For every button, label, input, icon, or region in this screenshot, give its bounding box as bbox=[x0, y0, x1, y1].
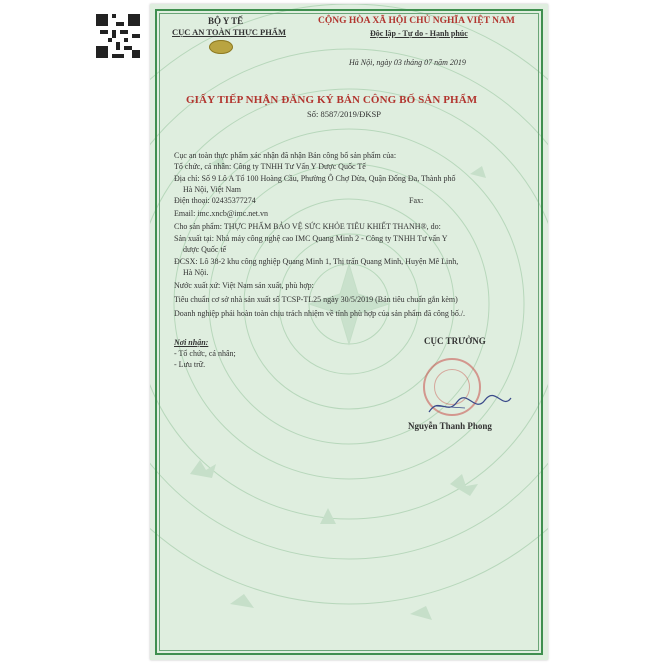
intro-line: Cục an toàn thực phẩm xác nhận đã nhận Bản công bố sản phẩm của: bbox=[174, 151, 397, 160]
responsibility-line: Doanh nghiệp phải hoàn toàn chịu trách nhiệm về tính phù hợp của sản phẩm đã công bố./. bbox=[174, 309, 466, 318]
factory-address-line-2: Hà Nội. bbox=[183, 268, 209, 277]
organization-line: Tổ chức, cá nhân: Công ty TNHH Tư Vấn Y Dược Quốc Tế bbox=[174, 162, 366, 171]
factory-address-line-1: ĐCSX: Lô 38-2 khu công nghiệp Quang Minh 1, Thị trấn Quang Minh, Huyện Mê Linh, bbox=[174, 257, 459, 266]
address-line-1: Địa chỉ: Số 9 Lô A Tổ 100 Hoàng Cầu, Phường Ô Chợ Dừa, Quận Đống Đa, Thành phố bbox=[174, 174, 456, 183]
address-line-2: Hà Nội, Việt Nam bbox=[183, 185, 242, 194]
product-line: Cho sản phẩm: THỰC PHẨM BẢO VỆ SỨC KHỎE TIÊU KHIẾT THANH®, do: bbox=[174, 222, 441, 231]
standard-line: Tiêu chuẩn cơ sở nhà sản xuất số TCSP-TL25 ngày 30/5/2019 (Bản tiêu chuẩn gắn kèm) bbox=[174, 295, 458, 304]
recipients-label: Nơi nhận: bbox=[174, 338, 209, 347]
handwritten-signature bbox=[425, 392, 515, 420]
qr-code bbox=[96, 14, 140, 58]
recipient-item: - Tổ chức, cá nhân; bbox=[174, 349, 236, 358]
document-title: GIẤY TIẾP NHẬN ĐĂNG KÝ BẢN CÔNG BỐ SẢN PHẨM bbox=[186, 94, 478, 106]
ministry-name: BỘ Y TẾ bbox=[208, 16, 244, 26]
document-number: Số: 8587/2019/ĐKSP bbox=[307, 109, 381, 119]
agency-name: CỤC AN TOÀN THỰC PHẨM bbox=[172, 27, 286, 37]
manufacturer-line-1: Sản xuất tại: Nhà máy công nghệ cao IMC Quang Minh 2 - Công ty TNHH Tư vấn Y bbox=[174, 234, 448, 243]
fax-line: Fax: bbox=[409, 196, 424, 205]
signer-title: CỤC TRƯỞNG bbox=[424, 336, 486, 346]
place-and-date: Hà Nội, ngày 03 tháng 07 năm 2019 bbox=[349, 58, 466, 67]
signer-name: Nguyễn Thanh Phong bbox=[408, 421, 492, 431]
national-motto: Độc lập - Tự do - Hạnh phúc bbox=[370, 29, 468, 38]
country-name: CỘNG HÒA XÃ HỘI CHỦ NGHĨA VIỆT NAM bbox=[318, 16, 515, 26]
origin-line: Nước xuất xứ: Việt Nam sản xuất, phù hợp: bbox=[174, 281, 314, 290]
manufacturer-line-2: dược Quốc tế bbox=[183, 245, 227, 254]
recipient-item: - Lưu trữ. bbox=[174, 360, 206, 369]
phone-line: Điện thoại: 02435377274 bbox=[174, 196, 256, 205]
email-line: Email: imc.xncb@imc.net.vn bbox=[174, 209, 269, 218]
agency-logo bbox=[209, 40, 233, 54]
